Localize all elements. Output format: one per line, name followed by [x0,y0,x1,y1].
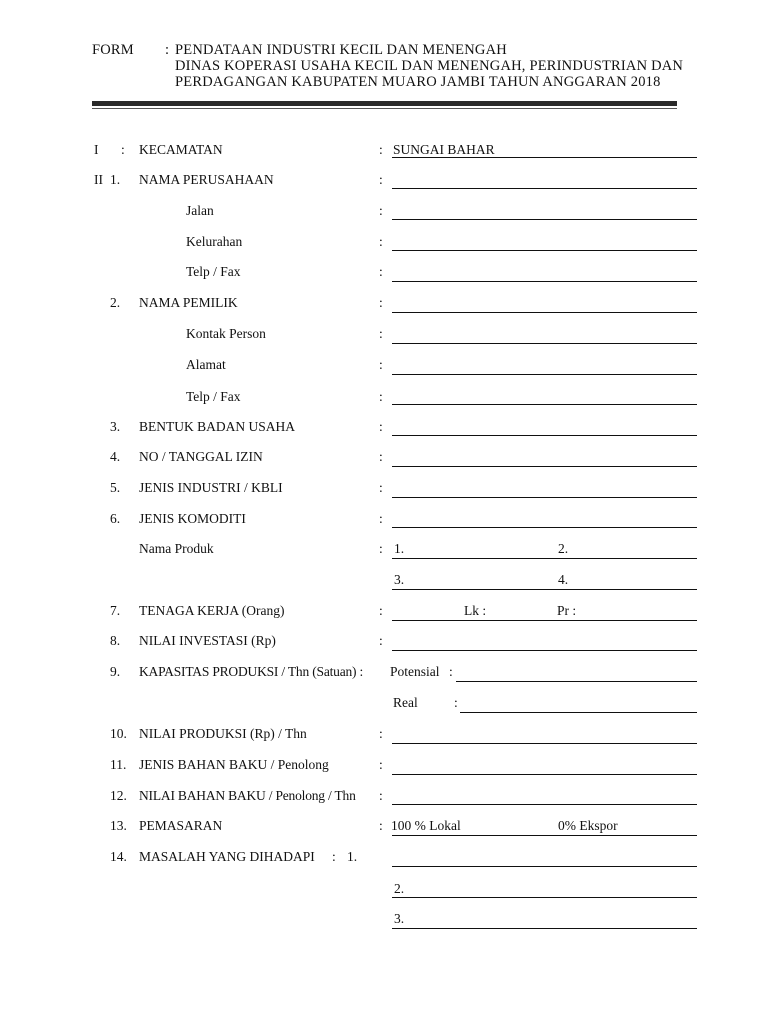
produk-item-2-number: 2. [558,541,569,556]
jalan-label: Jalan [186,203,214,218]
kecamatan-line [392,157,697,158]
kecamatan-value[interactable]: SUNGAI BAHAR [393,142,495,157]
kontak-person-colon: : [379,326,383,341]
item-12-number: 12. [110,788,127,803]
jenis-bahan-baku-field[interactable] [392,774,697,775]
kapasitas-real-field[interactable] [460,712,697,713]
jalan-colon: : [379,203,383,218]
section-2-number: II [94,172,103,187]
item-11-number: 11. [110,757,127,772]
nama-pemilik-colon: : [379,295,383,310]
masalah-1-field[interactable] [392,866,697,867]
nama-produk-label: Nama Produk [139,541,214,556]
telp-fax-1-colon: : [379,264,383,279]
pemasaran-field[interactable] [392,835,697,836]
nama-perusahaan-label: NAMA PERUSAHAAN [139,172,274,187]
real-colon: : [454,695,458,710]
tenaga-kerja-pr: Pr : [557,603,577,618]
produk-item-4-number: 4. [558,572,569,587]
item-7-number: 7. [110,603,121,618]
alamat-field[interactable] [392,374,697,375]
produk-item-1-number: 1. [394,541,405,556]
masalah-item-2-number: 2. [394,881,405,896]
jenis-bahan-baku-colon: : [379,757,383,772]
bentuk-badan-usaha-colon: : [379,419,383,434]
alamat-label: Alamat [186,357,226,372]
kapasitas-produksi-label: KAPASITAS PRODUKSI / Thn (Satuan) : [139,664,364,679]
masalah-3-field[interactable] [392,928,697,929]
header-title-line-2: DINAS KOPERASI USAHA KECIL DAN MENENGAH, PERINDUSTRIAN DAN [175,58,684,74]
telp-fax-1-label: Telp / Fax [186,264,241,279]
kecamatan-label: KECAMATAN [139,142,223,157]
tenaga-kerja-lk: Lk : [464,603,487,618]
no-tanggal-izin-label: NO / TANGGAL IZIN [139,449,263,464]
produk-item-3-number: 3. [394,572,405,587]
tenaga-kerja-field[interactable] [392,620,697,621]
pemasaran-ekspor: 0% Ekspor [558,818,618,833]
potensial-colon: : [449,664,453,679]
telp-fax-2-field[interactable] [392,404,697,405]
kapasitas-real-label: Real [393,695,418,710]
item-13-number: 13. [110,818,127,833]
jenis-komoditi-field[interactable] [392,527,697,528]
jenis-industri-label: JENIS INDUSTRI / KBLI [139,480,283,495]
nama-pemilik-field[interactable] [392,312,697,313]
masalah-item-1-number: 1. [347,849,358,864]
masalah-2-field[interactable] [392,897,697,898]
item-2-number: 2. [110,295,121,310]
tenaga-kerja-label: TENAGA KERJA (Orang) [139,603,285,618]
form-label: FORM [92,42,134,58]
item-5-number: 5. [110,480,121,495]
header-title-line-1: PENDATAAN INDUSTRI KECIL DAN MENENGAH [175,42,507,58]
produk-1-2-field[interactable] [392,558,697,559]
header-thick-rule [92,101,677,106]
item-9-number: 9. [110,664,121,679]
jenis-komoditi-label: JENIS KOMODITI [139,511,246,526]
nama-pemilik-label: NAMA PEMILIK [139,295,238,310]
tenaga-kerja-colon: : [379,603,383,618]
nilai-bahan-baku-label: NILAI BAHAN BAKU / Penolong / Thn [139,788,356,803]
kontak-person-field[interactable] [392,343,697,344]
item-3-number: 3. [110,419,121,434]
jenis-komoditi-colon: : [379,511,383,526]
produk-3-4-field[interactable] [392,589,697,590]
masalah-label: MASALAH YANG DIHADAPI [139,849,315,864]
nama-perusahaan-colon: : [379,172,383,187]
telp-fax-2-label: Telp / Fax [186,389,241,404]
jenis-bahan-baku-label: JENIS BAHAN BAKU / Penolong [139,757,329,772]
nilai-bahan-baku-field[interactable] [392,804,697,805]
nilai-produksi-colon: : [379,726,383,741]
pemasaran-colon: : [379,818,383,833]
header-colon: : [165,42,170,58]
item-10-number: 10. [110,726,127,741]
pemasaran-label: PEMASARAN [139,818,223,833]
item-14-number: 14. [110,849,127,864]
header-thin-rule [92,108,677,109]
jenis-industri-colon: : [379,480,383,495]
item-8-number: 8. [110,633,121,648]
header-title-line-3: PERDAGANGAN KABUPATEN MUARO JAMBI TAHUN ANGGARAN 2018 [175,74,661,90]
nilai-bahan-baku-colon: : [379,788,383,803]
kontak-person-label: Kontak Person [186,326,266,341]
nilai-investasi-colon: : [379,633,383,648]
bentuk-badan-usaha-field[interactable] [392,435,697,436]
kelurahan-colon: : [379,234,383,249]
nama-produk-colon: : [379,541,383,556]
nama-perusahaan-field[interactable] [392,188,697,189]
masalah-colon: : [332,849,336,864]
masalah-item-3-number: 3. [394,911,405,926]
kelurahan-label: Kelurahan [186,234,243,249]
nilai-produksi-field[interactable] [392,743,697,744]
alamat-colon: : [379,357,383,372]
pemasaran-lokal: 100 % Lokal [391,818,461,833]
kecamatan-colon: : [379,142,383,157]
kelurahan-field[interactable] [392,250,697,251]
jalan-field[interactable] [392,219,697,220]
no-tanggal-izin-field[interactable] [392,466,697,467]
telp-fax-1-field[interactable] [392,281,697,282]
nilai-produksi-label: NILAI PRODUKSI (Rp) / Thn [139,726,307,741]
jenis-industri-field[interactable] [392,497,697,498]
nilai-investasi-label: NILAI INVESTASI (Rp) [139,633,276,648]
no-tanggal-izin-colon: : [379,449,383,464]
telp-fax-2-colon: : [379,389,383,404]
kapasitas-potensial-field[interactable] [456,681,697,682]
section-1-colon: : [121,142,125,157]
item-4-number: 4. [110,449,121,464]
nilai-investasi-field[interactable] [392,650,697,651]
bentuk-badan-usaha-label: BENTUK BADAN USAHA [139,419,296,434]
item-1-number: 1. [110,172,121,187]
item-6-number: 6. [110,511,121,526]
section-1-number: I [94,142,99,157]
kapasitas-potensial-label: Potensial [390,664,440,679]
